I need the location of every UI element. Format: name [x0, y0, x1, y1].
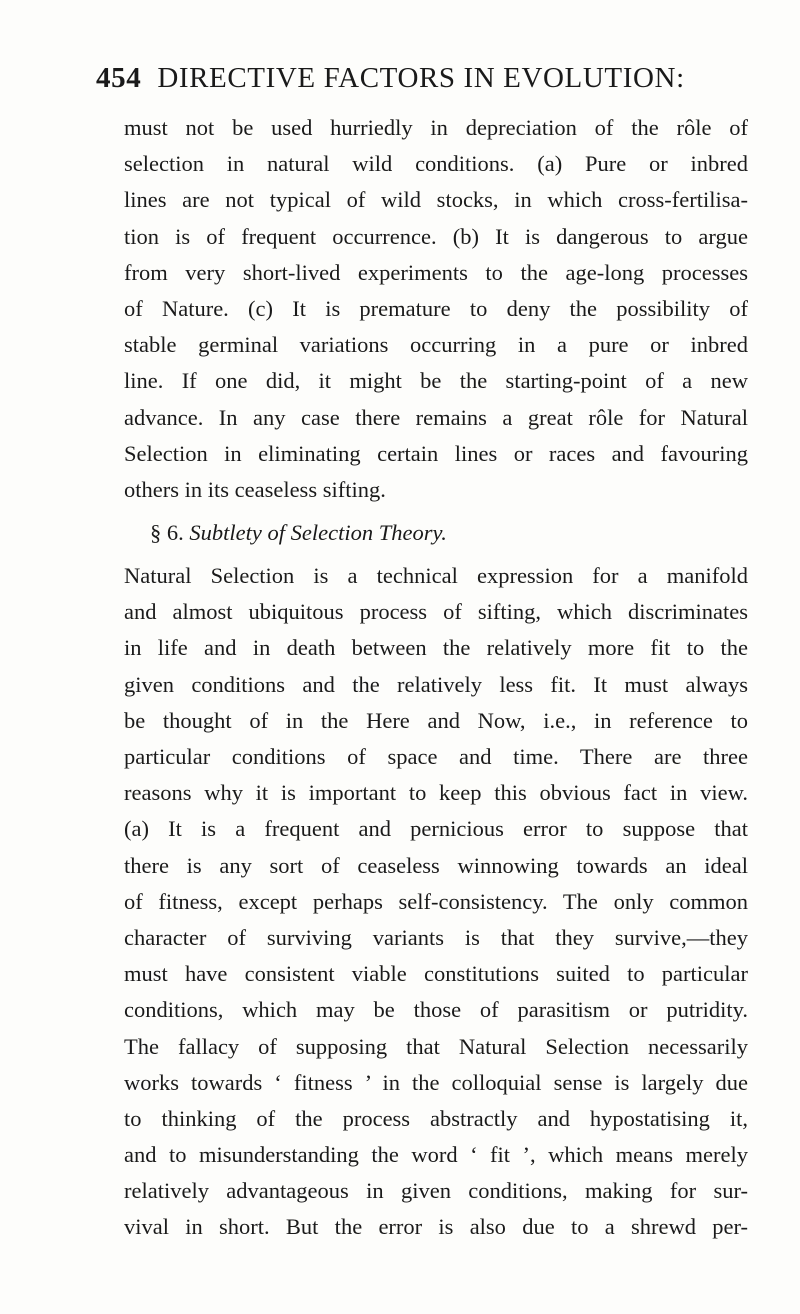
text-line: in life and in death between the relatively more fit to the — [124, 635, 748, 661]
text-line: conditions, which may be those of parasitism or putridity. — [124, 997, 748, 1023]
text-line: (a) It is a frequent and pernicious error to suppose that — [124, 816, 748, 842]
text-line: The fallacy of supposing that Natural Selection necessarily — [124, 1033, 748, 1059]
page-number: 454 — [96, 62, 142, 94]
paragraph-2 — [124, 558, 748, 1246]
text-line: Selection in eliminating certain lines or races and favouring — [124, 440, 748, 466]
section-number: § 6. — [150, 520, 184, 546]
text-line: selection in natural wild conditions. (a) Pure or inbred — [124, 151, 748, 177]
text-line: works towards ‘ fitness ’ in the colloquial sense is largely due — [124, 1069, 748, 1095]
paragraph-1 — [124, 110, 748, 508]
text-line: given conditions and the relatively less fit. It must always — [124, 671, 748, 697]
text-line: of Nature. (c) It is premature to deny the possibility of — [124, 295, 748, 321]
text-line: and almost ubiquitous process of sifting, which discriminates — [124, 599, 748, 625]
text-line: Natural Selection is a technical expression for a manifold — [124, 563, 748, 589]
text-line: relatively advantageous in given conditions, making for sur- — [124, 1178, 748, 1204]
body-text — [124, 110, 748, 1246]
text-line: lines are not typical of wild stocks, in which cross-fertilisa- — [124, 187, 748, 213]
text-line: and to misunderstanding the word ‘ fit ’, which means merely — [124, 1142, 748, 1168]
text-line: others in its ceaseless sifting. — [124, 476, 386, 502]
text-line: must have consistent viable constitutions suited to particular — [124, 961, 748, 987]
text-line: be thought of in the Here and Now, i.e., in reference to — [124, 707, 748, 733]
text-line: vival in short. But the error is also due to a shrewd per- — [124, 1214, 748, 1240]
text-line: reasons why it is important to keep this obvious fact in view. — [124, 780, 748, 806]
section-title: Subtlety of Selection Theory. — [189, 520, 447, 546]
running-title: DIRECTIVE FACTORS IN EVOLUTION: — [157, 62, 685, 94]
page-header — [96, 62, 716, 102]
text-line: line. If one did, it might be the starting-point of a new — [124, 368, 748, 394]
text-line: from very short-lived experiments to the age-long processes — [124, 259, 748, 285]
text-line: tion is of frequent occurrence. (b) It is dangerous to argue — [124, 223, 748, 249]
text-line: stable germinal variations occurring in a pure or inbred — [124, 332, 748, 358]
text-line: must not be used hurriedly in depreciation of the rôle of — [124, 115, 748, 140]
text-line: there is any sort of ceaseless winnowing towards an ideal — [124, 852, 748, 878]
text-line: character of surviving variants is that they survive,—they — [124, 924, 748, 950]
text-line: of fitness, except perhaps self-consistency. The only common — [124, 888, 748, 914]
text-line: particular conditions of space and time. There are three — [124, 744, 748, 769]
text-line: to thinking of the process abstractly and hypostatising it, — [124, 1105, 748, 1131]
text-line: advance. In any case there remains a great rôle for Natural — [124, 404, 748, 430]
section-heading — [124, 512, 748, 554]
